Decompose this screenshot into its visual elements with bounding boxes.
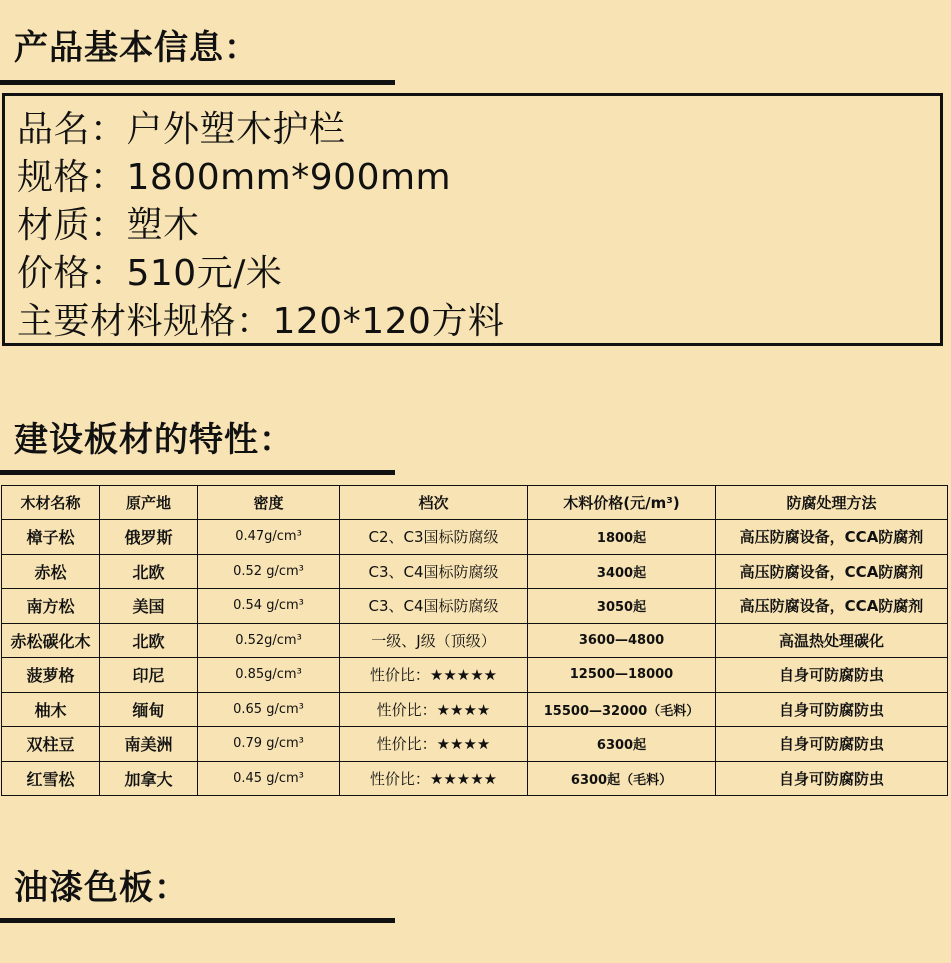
cell-origin: 美国 — [100, 589, 198, 624]
cell-treatment: 自身可防腐防虫 — [716, 761, 948, 796]
cell-price: 6300起 — [528, 727, 716, 762]
cell-density: 0.85g/cm³ — [198, 658, 340, 693]
cell-wood-name: 赤松 — [2, 554, 100, 589]
cell-treatment: 高压防腐设备，CCA防腐剂 — [716, 589, 948, 624]
cell-wood-name: 南方松 — [2, 589, 100, 624]
table-row — [2, 761, 948, 796]
cell-grade: 一级、J级（顶级） — [340, 623, 528, 658]
cell-origin: 印尼 — [100, 658, 198, 693]
cell-origin: 加拿大 — [100, 761, 198, 796]
section-divider — [0, 80, 395, 85]
cell-wood-name: 菠萝格 — [2, 658, 100, 693]
cell-density: 0.47g/cm³ — [198, 520, 340, 555]
table-row — [2, 554, 948, 589]
table-row — [2, 658, 948, 693]
info-price: 价格：510元/米 — [17, 253, 283, 294]
cell-wood-name: 樟子松 — [2, 520, 100, 555]
info-main-material-spec: 主要材料规格：120*120方料 — [17, 301, 505, 342]
product-info-box — [2, 93, 943, 346]
cell-density: 0.45 g/cm³ — [198, 761, 340, 796]
header-grade: 档次 — [340, 486, 528, 520]
cell-grade: C2、C3国标防腐级 — [340, 520, 528, 555]
cell-origin: 俄罗斯 — [100, 520, 198, 555]
header-wood-name: 木材名称 — [2, 486, 100, 520]
cell-treatment: 自身可防腐防虫 — [716, 727, 948, 762]
cell-treatment: 高压防腐设备，CCA防腐剂 — [716, 554, 948, 589]
cell-wood-name: 赤松碳化木 — [2, 623, 100, 658]
cell-density: 0.52 g/cm³ — [198, 554, 340, 589]
table-row — [2, 589, 948, 624]
cell-density: 0.79 g/cm³ — [198, 727, 340, 762]
table-row — [2, 623, 948, 658]
cell-treatment: 高压防腐设备，CCA防腐剂 — [716, 520, 948, 555]
cell-density: 0.54 g/cm³ — [198, 589, 340, 624]
cell-price: 3050起 — [528, 589, 716, 624]
info-specification: 规格：1800mm*900mm — [17, 157, 452, 198]
header-density: 密度 — [198, 486, 340, 520]
wood-spec-table — [1, 485, 948, 796]
table-row — [2, 692, 948, 727]
cell-density: 0.52g/cm³ — [198, 623, 340, 658]
cell-grade: 性价比：★★★★ — [340, 727, 528, 762]
header-price: 木料价格(元/m³) — [528, 486, 716, 520]
section-title-paint-swatches: 油漆色板： — [14, 868, 189, 908]
cell-price: 1800起 — [528, 520, 716, 555]
section-divider — [0, 918, 395, 923]
cell-treatment: 自身可防腐防虫 — [716, 658, 948, 693]
cell-grade: C3、C4国标防腐级 — [340, 554, 528, 589]
cell-density: 0.65 g/cm³ — [198, 692, 340, 727]
info-product-name: 品名：户外塑木护栏 — [17, 109, 346, 150]
table-row — [2, 520, 948, 555]
cell-wood-name: 红雪松 — [2, 761, 100, 796]
header-origin: 原产地 — [100, 486, 198, 520]
section-title-basic-info: 产品基本信息： — [14, 28, 259, 68]
cell-grade: 性价比：★★★★ — [340, 692, 528, 727]
cell-price: 12500—18000 — [528, 658, 716, 693]
cell-origin: 南美洲 — [100, 727, 198, 762]
cell-price: 3400起 — [528, 554, 716, 589]
cell-grade: C3、C4国标防腐级 — [340, 589, 528, 624]
cell-price: 3600—4800 — [528, 623, 716, 658]
cell-price: 15500—32000（毛料） — [528, 692, 716, 727]
cell-treatment: 高温热处理碳化 — [716, 623, 948, 658]
cell-origin: 缅甸 — [100, 692, 198, 727]
cell-origin: 北欧 — [100, 554, 198, 589]
header-treatment: 防腐处理方法 — [716, 486, 948, 520]
cell-treatment: 自身可防腐防虫 — [716, 692, 948, 727]
table-row — [2, 727, 948, 762]
table-header-row — [2, 486, 948, 520]
section-title-board-features: 建设板材的特性： — [14, 420, 294, 460]
cell-wood-name: 柚木 — [2, 692, 100, 727]
info-material: 材质：塑木 — [17, 205, 200, 246]
cell-price: 6300起（毛料） — [528, 761, 716, 796]
section-divider — [0, 470, 395, 475]
cell-grade: 性价比：★★★★★ — [340, 761, 528, 796]
cell-origin: 北欧 — [100, 623, 198, 658]
cell-grade: 性价比：★★★★★ — [340, 658, 528, 693]
cell-wood-name: 双柱豆 — [2, 727, 100, 762]
